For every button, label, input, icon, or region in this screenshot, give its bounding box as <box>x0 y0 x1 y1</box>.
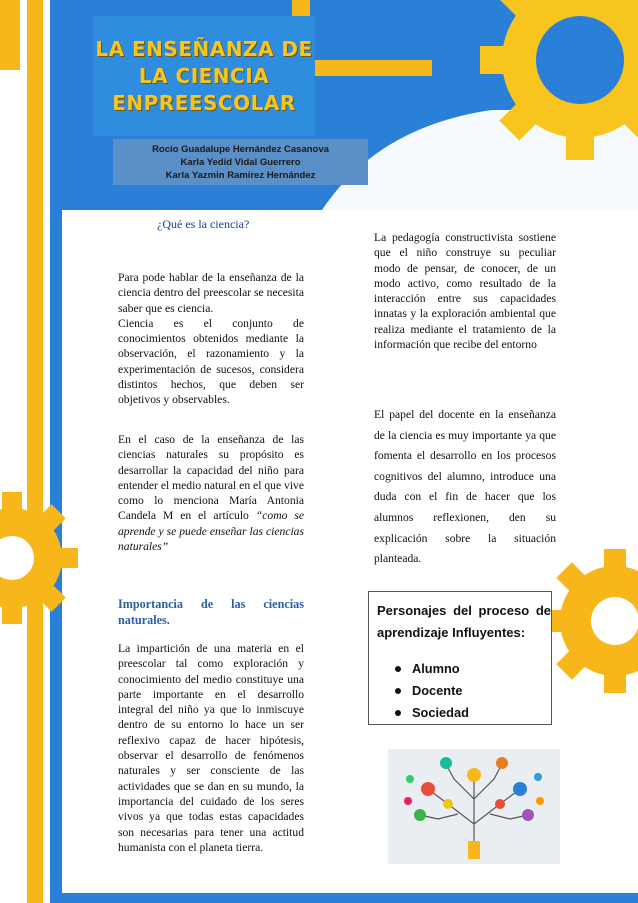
author-name: Karla Yazmin Ramírez Hernández <box>165 169 316 181</box>
list-item <box>395 680 551 702</box>
page-title <box>95 36 312 117</box>
list-item-label: Alumno <box>412 661 460 676</box>
bottom-band <box>62 893 638 903</box>
author-name: Karla Yedid Vidal Guerrero <box>180 156 301 168</box>
blue-side-band <box>50 0 62 903</box>
left-paragraph-3 <box>118 432 304 554</box>
right-paragraph-2 <box>374 405 556 570</box>
paragraph-text: Ciencia es el conjunto de conocimientos obtenidos mediante la observación, el razonamiento y la experimentación de sucesos, considera distintos hechos, que deben ser objetivos y observables. <box>118 316 304 407</box>
bullet-icon <box>395 710 401 716</box>
section-heading: Importancia de las ciencias naturales. <box>118 597 304 627</box>
yellow-corner-band <box>0 0 20 70</box>
title-box <box>93 16 315 136</box>
article-quote: “como se aprende y se puede enseñar las ciencias naturales” <box>118 509 305 554</box>
authors-box <box>113 139 368 185</box>
importance-section <box>118 596 304 855</box>
paragraph-text: Para pode hablar de la enseñanza de la ciencia dentro del preescolar se necesita saber que es ciencia. <box>118 271 304 315</box>
title-line: LA CIENCIA <box>138 63 270 88</box>
section-question-heading: ¿Qué es la ciencia? <box>157 217 250 231</box>
box-title: Personajes del proceso de aprendizaje Influyentes: <box>377 603 551 640</box>
paragraph-body: En el caso de la enseñanza de las ciencias naturales su propósito es desarrollar la capacidad del niño para entender el medio natural en el que vive como lo menciona María Antonia Candela M en el artículo <box>118 433 304 523</box>
gear-icon <box>470 0 638 170</box>
bullet-icon <box>395 666 401 672</box>
yellow-side-band <box>27 0 43 903</box>
paragraph-text: La impartición de una materia en el preescolar tal como exploración y conocimiento del medio constituye una parte importante en el desarrollo integral del niño ya que lo inmiscuye dentro de su entorno lo hace un ser reflexivo capaz de hacer hipótesis, observar el desarrollo de fenómenos naturales y ser consciente de las actividades que se dan en su mundo, la importancia del cuidado de los seres vivos ya que todas estas capacidades son necesarias para tener una actitud humanista con el planeta tierra. <box>118 642 304 854</box>
list-item <box>395 658 551 680</box>
brain-network-illustration <box>388 749 560 864</box>
list-item <box>395 702 551 724</box>
title-line: LA ENSEÑANZA DE <box>95 36 313 61</box>
list-item-label: Docente <box>412 683 463 698</box>
bullet-icon <box>395 688 401 694</box>
paragraph-text: El papel del docente en la enseñanza de la ciencia es muy importante ya que fomenta el desarrollo en los procesos cognitivos del alumno, introduce una duda con el fin de hacer que los alumnos reflexionen, den su explicación sobre la situación planteada. <box>374 408 556 566</box>
author-name: Rocío Guadalupe Hernández Casanova <box>152 143 329 155</box>
left-paragraph-1 <box>118 270 304 408</box>
title-line: ENPREESCOLAR <box>112 90 296 115</box>
right-paragraph-1 <box>374 230 556 352</box>
gear-icon <box>0 488 82 628</box>
paragraph-text: La pedagogía constructivista sostiene que el niño construye su peculiar modo de pensar, de conocer, de un modo activo, como resultado de la interacción entre sus capacidades innatas y la exploración ambiental que realiza mediante el tratamiento de la información que recibe del entorno <box>374 231 556 352</box>
personajes-box <box>368 591 552 725</box>
list-item-label: Sociedad <box>412 705 469 720</box>
paragraph-text <box>118 432 304 554</box>
personajes-list <box>395 658 551 724</box>
